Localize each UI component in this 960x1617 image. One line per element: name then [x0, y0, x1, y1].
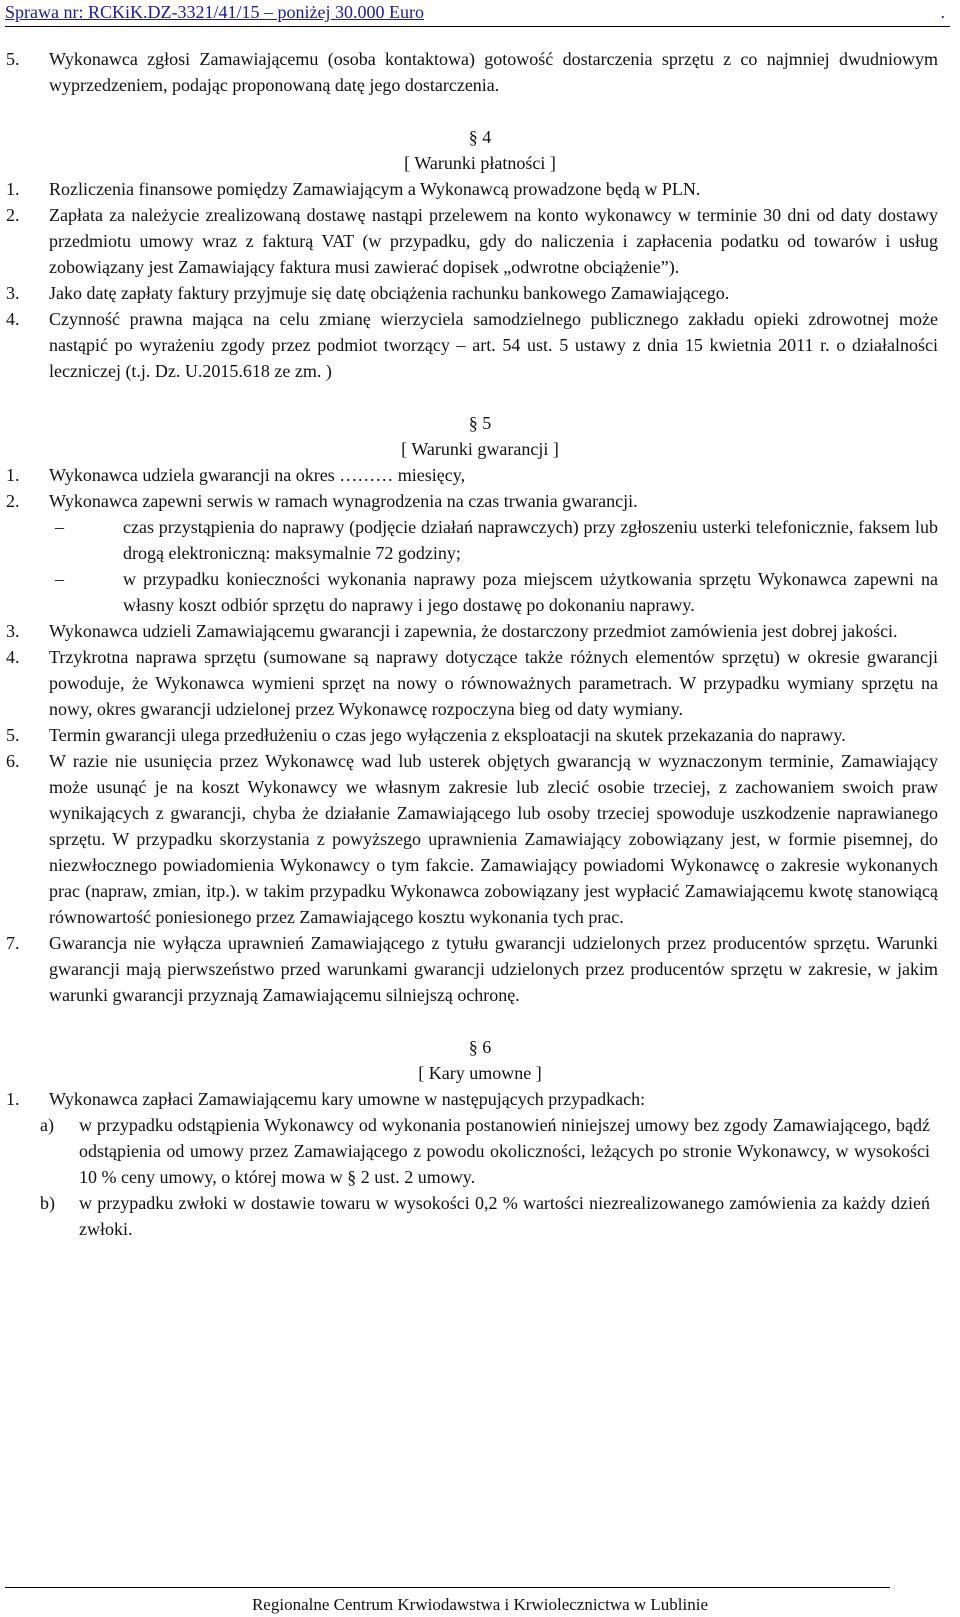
- list-item: [0, 930, 960, 1008]
- item-number: 2.: [6, 491, 20, 511]
- item-text: w przypadku zwłoki w dostawie towaru w wysokości 0,2 % wartości niezrealizowanego zamówienia za każdy dzień zwłoki.: [79, 1193, 930, 1239]
- sub-item: [0, 1112, 960, 1190]
- section-5-number: § 5: [468, 413, 492, 433]
- section-6-number: § 6: [468, 1037, 492, 1057]
- section-5-title: [ Warunki gwarancji ]: [401, 439, 559, 459]
- intro-paragraph: [0, 46, 960, 98]
- item-number: 7.: [6, 933, 20, 953]
- dash-item: [0, 514, 960, 566]
- item-text: W razie nie usunięcia przez Wykonawcę wad lub usterek objętych gwarancją w wyznaczonym terminie, Zamawiający może usunąć je na koszt Wykonawcy we własnym zakresie lub zlecić osobie trzeciej, z zachowaniem swoich praw wynikających z gwarancji, chyba że działanie Zamawiającego lub osoby trzeciej spowoduje uszkodzenie naprawianego sprzętu. W przypadku skorzystania z powyższego uprawnienia Zamawiający zobowiązany jest, w formie pisemnej, do niezwłocznego powiadomienia Wykonawcy o tym fakcie. Zamawiający powiadomi Wykonawcę o zakresie wykonanych prac (napraw, zmian, itp.). w takim przypadku Wykonawca zobowiązany jest wypłacić Zamawiającemu kwotę stanowiącą równowartość poniesionego przez Zamawiającego kosztu wykonania tych prac.: [49, 751, 938, 927]
- page-footer: Regionalne Centrum Krwiodawstwa i Krwiolecznictwa w Lublinie: [251, 1595, 709, 1614]
- item-number: 3.: [6, 283, 20, 303]
- item-text: Wykonawca zgłosi Zamawiającemu (osoba kontaktowa) gotowość dostarczenia sprzętu z co najmniej dwudniowym wyprzedzeniem, podając proponowaną datę jego dostarczenia.: [49, 49, 938, 95]
- section-4-number: § 4: [468, 127, 492, 147]
- item-text: w przypadku konieczności wykonania naprawy poza miejscem użytkowania sprzętu Wykonawca zapewni na własny koszt odbiór sprzętu do naprawy i jego dostawę po dokonaniu naprawy.: [123, 569, 938, 615]
- item-text: Termin gwarancji ulega przedłużeniu o czas jego wyłączenia z eksploatacji na skutek przekazania do naprawy.: [49, 725, 846, 745]
- list-item: [0, 1086, 960, 1112]
- item-text: Wykonawca zapewni serwis w ramach wynagrodzenia na czas trwania gwarancji.: [49, 491, 638, 511]
- document-body: [0, 46, 960, 1242]
- list-item: [0, 618, 960, 644]
- dash-item: [0, 566, 960, 618]
- page-header: [5, 0, 950, 27]
- item-number: 1.: [6, 179, 20, 199]
- section-6-title: [ Kary umowne ]: [418, 1063, 542, 1083]
- item-text: Czynność prawna mająca na celu zmianę wierzyciela samodzielnego publicznego zakładu opieki zdrowotnej może nastąpić po wyrażeniu zgody przez podmiot tworzący – art. 54 ust. 5 ustawy z dnia 15 kwietnia 2011 r. o działalności leczniczej (t.j. Dz. U.2015.618 ze zm. ): [49, 309, 938, 381]
- section-4-title: [ Warunki płatności ]: [404, 153, 556, 173]
- item-text: Wykonawca udzieli Zamawiającemu gwarancji i zapewnia, że dostarczony przedmiot zamówienia jest dobrej jakości.: [49, 621, 898, 641]
- sub-item-letter: a): [40, 1115, 54, 1135]
- footer-divider: [5, 1587, 890, 1588]
- item-number: 3.: [6, 621, 20, 641]
- list-item: [0, 462, 960, 488]
- item-text: Gwarancja nie wyłącza uprawnień Zamawiającego z tytułu gwarancji udzielonych przez producentów sprzętu. Warunki gwarancji mają pierwszeństwo przed warunkami gwarancji udzielonych przez producentów sprzętu w zakresie, w jakim warunki gwarancji przyznają Zamawiającemu silniejszą ochronę.: [49, 933, 938, 1005]
- list-item: [0, 722, 960, 748]
- item-number: 5.: [6, 49, 20, 69]
- list-item: [0, 488, 960, 514]
- item-text: Trzykrotna naprawa sprzętu (sumowane są naprawy dotyczące także różnych elementów sprzętu) w okresie gwarancji powoduje, że Wykonawca wymieni sprzęt na nowy o równoważnych parametrach. W przypadku wymiany sprzętu na nowy, okres gwarancji udzielonej przez Wykonawcę rozpoczyna bieg od daty wymiany.: [49, 647, 938, 719]
- list-item: [0, 280, 960, 306]
- dash-mark: –: [55, 517, 64, 537]
- item-number: 4.: [6, 309, 20, 329]
- item-text: Zapłata za należycie zrealizowaną dostawę nastąpi przelewem na konto wykonawcy w terminie 30 dni od daty dostawy przedmiotu umowy wraz z fakturą VAT (w przypadku, gdy do naliczenia i zapłacenia podatku od towarów i usług zobowiązany jest Zamawiający faktura musi zawierać dopisek „odwrotne obciążenie”).: [49, 205, 938, 277]
- item-text: Rozliczenia finansowe pomiędzy Zamawiającym a Wykonawcą prowadzone będą w PLN.: [49, 179, 701, 199]
- item-number: 6.: [6, 751, 20, 771]
- list-item: [0, 202, 960, 280]
- item-number: 1.: [6, 1089, 20, 1109]
- item-text: Jako datę zapłaty faktury przyjmuje się datę obciążenia rachunku bankowego Zamawiającego.: [49, 283, 730, 303]
- list-item: [0, 176, 960, 202]
- dash-mark: –: [55, 569, 64, 589]
- case-reference: Sprawa nr: RCKiK.DZ-3321/41/15 – poniżej 30.000 Euro: [5, 2, 424, 22]
- item-number: 1.: [6, 465, 20, 485]
- item-number: 2.: [6, 205, 20, 225]
- item-text: czas przystąpienia do naprawy (podjęcie działań naprawczych) przy zgłoszeniu usterki telefonicznie, faksem lub drogą elektroniczną: maksymalnie 72 godziny;: [123, 517, 938, 563]
- item-text: Wykonawca udziela gwarancji na okres ……… miesięcy,: [49, 465, 466, 485]
- item-text: w przypadku odstąpienia Wykonawcy od wykonania postanowień niniejszej umowy bez zgody Zamawiającego, bądź odstąpienia od umowy przez Zamawiającego z powodu okoliczności, leżących po stronie Wykonawcy, w wysokości 10 % ceny umowy, o której mowa w § 2 ust. 2 umowy.: [79, 1115, 930, 1187]
- item-text: Wykonawca zapłaci Zamawiającemu kary umowne w następujących przypadkach:: [49, 1089, 646, 1109]
- list-item: [0, 748, 960, 930]
- list-item: [0, 644, 960, 722]
- header-dot: .: [940, 2, 945, 22]
- sub-item-letter: b): [40, 1193, 55, 1213]
- item-number: 5.: [6, 725, 20, 745]
- sub-item: [0, 1190, 960, 1242]
- list-item: [0, 306, 960, 384]
- item-number: 4.: [6, 647, 20, 667]
